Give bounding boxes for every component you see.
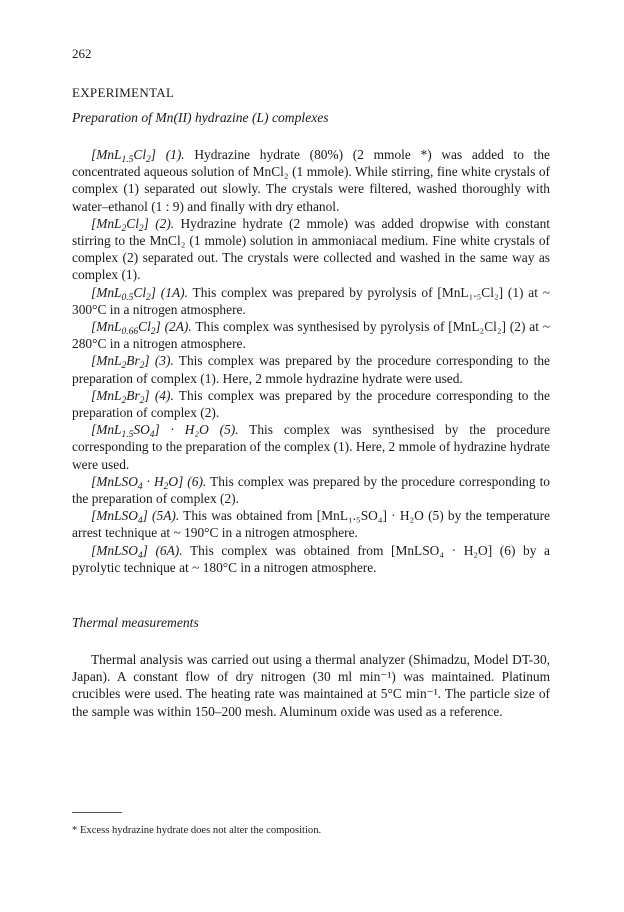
complex-description: This complex was prepared by pyrolysis of [MnL₁.₅Cl₂] (1) at ~ 300°C in a nitrogen atmosphere. [72, 284, 550, 317]
complex-description: Hydrazine hydrate (2 mmole) was added dropwise with constant stirring to the MnCl₂ (1 mmole) solution in ammoniacal medium. Fine white crystals of complex (2) separated out. The crystals were collected and washed in the same way as complex (1). [72, 215, 550, 283]
complex-label: [MnLSO$_4$] (5A). [91, 508, 180, 527]
footnote-rule [72, 812, 122, 813]
complex-paragraph [72, 542, 550, 576]
complex-description: This complex was synthesised by pyrolysis of [MnL₂Cl₂] (2) at ~ 280°C in a nitrogen atmosphere. [72, 319, 550, 352]
complex-description: This complex was prepared by the procedure corresponding to the preparation of complex (1). Here, 2 mmole hydrazine hydrate were used. [72, 353, 551, 386]
complex-paragraph [72, 507, 550, 541]
complex-label: $[MnL_2Br_2]$ (4). [91, 387, 174, 406]
thermal-paragraph-block [72, 651, 550, 720]
complex-label: $[MnL_2Cl_2]$ (2). [91, 215, 175, 234]
complex-paragraph [72, 215, 550, 284]
complex-description: Hydrazine hydrate (80%) (2 mmole *) was added to the concentrated aqueous solution of MnCl₂ (1 mmole). While stirring, fine white crystals of complex (1) separated out slowly. The crystals were filtered, washed thoroughly with water–ethanol (1 : 9) and finally with dry ethanol. [72, 147, 550, 214]
complex-label: [MnLSO$_4$ · $H_2O$] (6). [91, 473, 207, 492]
complex-description: This complex was synthesised by the procedure corresponding to the preparation of the complex (1). Here, 2 mmole of hydrazine hydrate were used. [72, 422, 551, 472]
complex-label: $[MnL_{1.5}SO_4] \cdot H_2O$ (5). [91, 422, 239, 441]
complex-paragraph [72, 352, 550, 386]
complex-paragraph [72, 473, 550, 507]
complex-label: $[MnL_{0.66}Cl_2]$ (2A). [91, 319, 192, 338]
complex-label: $[MnL_2Br_2]$ (3). [91, 353, 174, 372]
complex-paragraph [72, 387, 550, 421]
complex-label: $[MnL_{0.5}Cl_2]$ (1A). [91, 284, 188, 303]
section-title: EXPERIMENTAL [72, 85, 175, 100]
thermal-paragraph: Thermal analysis was carried out using a thermal analyzer (Shimadzu, Model DT-30, Japan). A constant flow of dry nitrogen (30 ml min⁻¹) was maintained. Platinum crucibles were used. The heating rate was maintained at 5°C min⁻¹. The particle size of the sample was within 150–200 mesh. Aluminum oxide was used as a reference. [72, 652, 550, 719]
complex-description: This was obtained from [MnL₁.₅SO₄] · H₂O (5) by the temperature arrest technique at ~ 190°C in a nitrogen atmosphere. [72, 508, 551, 541]
preparation-paragraphs [72, 146, 550, 576]
subheading-preparation: Preparation of Mn(II) hydrazine (L) complexes [72, 110, 329, 125]
complex-paragraph [72, 146, 550, 215]
complex-label: $[MnL_{1.5}Cl_2]$ (1). [91, 147, 185, 165]
complex-description: This complex was prepared by the procedure corresponding to the preparation of complex (2). [72, 473, 550, 507]
complex-paragraph [72, 421, 550, 473]
complex-label: [MnLSO$_4$] (6A). [91, 542, 183, 561]
complex-description: This complex was obtained from [MnLSO₄ · H₂O] (6) by a pyrolytic technique at ~ 180°C in a nitrogen atmosphere. [72, 542, 550, 575]
complex-description: This complex was prepared by the procedure corresponding to the preparation of complex (2). [72, 387, 551, 421]
subheading-thermal: Thermal measurements [72, 615, 199, 630]
complex-paragraph [72, 318, 550, 352]
complex-paragraph [72, 284, 550, 318]
page-number: 262 [72, 46, 92, 61]
footnote: * Excess hydrazine hydrate does not alter the composition. [72, 825, 322, 836]
